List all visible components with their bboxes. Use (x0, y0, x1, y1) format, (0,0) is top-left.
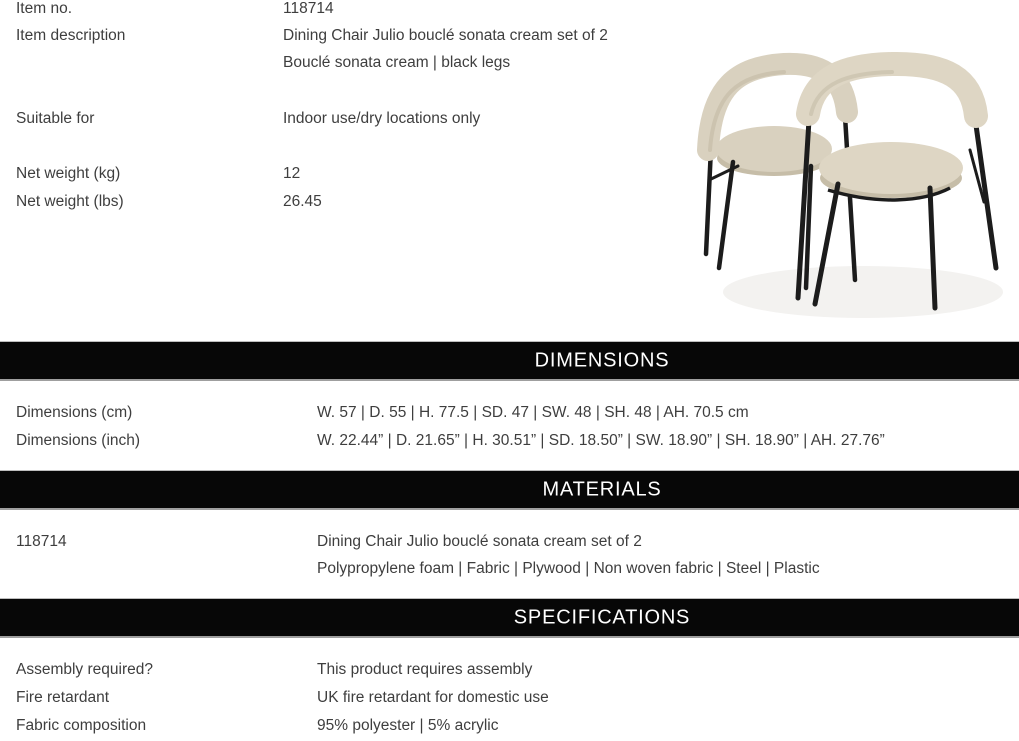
materials-item-name: Dining Chair Julio bouclé sonata cream set of 2 (317, 533, 642, 550)
item-description-value-line1: Dining Chair Julio bouclé sonata cream set of 2 (283, 27, 608, 44)
net-weight-kg-value: 12 (283, 165, 301, 182)
materials-section-title: MATERIALS (542, 478, 662, 500)
dimensions-cm-value: W. 57 | D. 55 | H. 77.5 | SD. 47 | SW. 48 | SH. 48 | AH. 70.5 cm (317, 404, 749, 421)
assembly-required-label: Assembly required? (16, 661, 153, 678)
materials-composition: Polypropylene foam | Fabric | Plywood | Non woven fabric | Steel | Plastic (317, 560, 820, 577)
materials-section-header (0, 470, 1019, 510)
item-no-label: Item no. (16, 0, 72, 17)
item-description-value-line2: Bouclé sonata cream | black legs (283, 54, 511, 71)
fabric-composition-label: Fabric composition (16, 717, 147, 734)
specifications-section-header (0, 598, 1019, 638)
dimensions-section-title: DIMENSIONS (534, 349, 670, 371)
fabric-composition-value: 95% polyester | 5% acrylic (317, 717, 499, 734)
specifications-section-title: SPECIFICATIONS (513, 606, 691, 628)
dimensions-inch-label: Dimensions (inch) (16, 432, 141, 449)
fire-retardant-label: Fire retardant (16, 689, 110, 706)
net-weight-kg-label: Net weight (kg) (16, 165, 121, 182)
net-weight-lbs-label: Net weight (lbs) (16, 193, 124, 210)
dimensions-section-header (0, 341, 1019, 381)
item-no-value: 118714 (283, 0, 334, 17)
dimensions-inch-value: W. 22.44” | D. 21.65” | H. 30.51” | SD. 18.50” | SW. 18.90” | SH. 18.90” | AH. 27.76” (317, 432, 885, 449)
materials-item-no: 118714 (16, 533, 67, 550)
floor-shadow (723, 266, 1003, 318)
item-description-label: Item description (16, 27, 126, 44)
suitable-for-value: Indoor use/dry locations only (283, 110, 481, 127)
product-photo-chairs (678, 30, 1018, 332)
net-weight-lbs-value: 26.45 (283, 193, 322, 210)
dimensions-cm-label: Dimensions (cm) (16, 404, 133, 421)
assembly-required-value: This product requires assembly (317, 661, 533, 678)
fire-retardant-value: UK fire retardant for domestic use (317, 689, 549, 706)
suitable-for-label: Suitable for (16, 110, 95, 127)
